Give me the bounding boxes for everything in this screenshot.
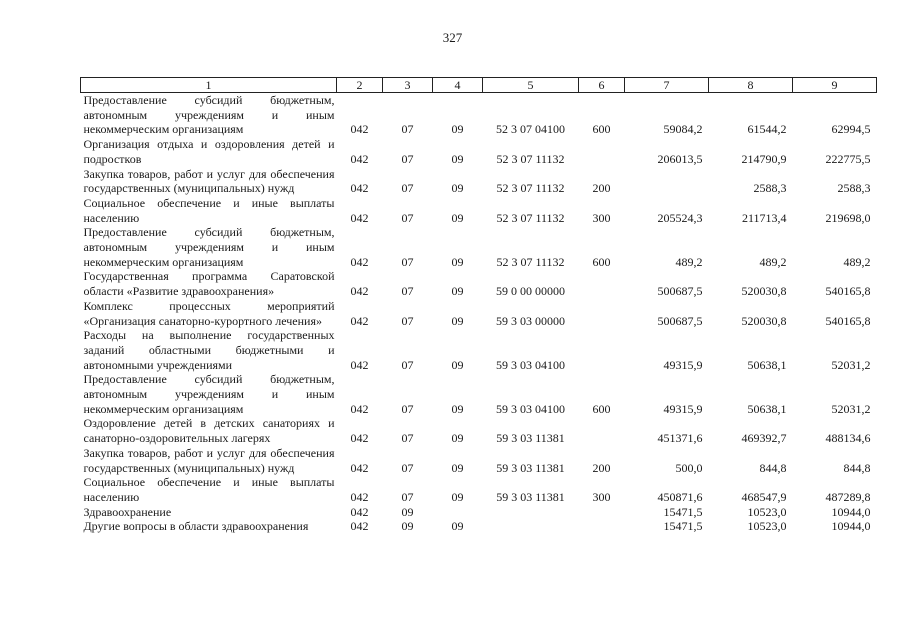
amount-year-1	[625, 167, 709, 196]
table-row	[81, 299, 877, 328]
ministry-code: 042	[350, 519, 369, 534]
row-description: Здравоохранение	[83, 504, 172, 519]
target-item-code	[483, 519, 579, 534]
target-item-code: 52 3 07 11132	[496, 210, 565, 225]
ministry-code: 042	[350, 401, 369, 416]
header-col-6: 6	[579, 78, 625, 93]
ministry-code: 042	[350, 489, 369, 504]
amount-year-1: 500687,5	[657, 284, 703, 299]
row-description: Оздоровление детей в детских санаториях и санаторно-оздоровительных лагерях	[83, 416, 335, 446]
expense-type-code	[579, 328, 625, 372]
expense-type-code: 300	[592, 210, 611, 225]
amount-year-3: 62994,5	[831, 122, 871, 137]
target-item-code: 59 3 03 04100	[496, 401, 565, 416]
amount-year-1: 500,0	[675, 460, 703, 475]
amount-year-2: 50638,1	[747, 401, 787, 416]
amount-year-3: 222775,5	[825, 151, 871, 166]
amount-year-1: 206013,5	[657, 151, 703, 166]
expense-type-code	[579, 137, 625, 166]
expense-type-code: 600	[592, 401, 611, 416]
table-row	[81, 328, 877, 372]
amount-year-2: 844,8	[759, 460, 787, 475]
row-description: Организация отдыха и оздоровления детей и подростков	[83, 137, 335, 166]
header-col-4: 4	[433, 78, 483, 93]
amount-year-1: 49315,9	[663, 401, 703, 416]
amount-year-3: 540165,8	[825, 313, 871, 328]
section-code: 09	[401, 504, 414, 519]
section-code: 07	[401, 284, 414, 299]
row-description: Закупка товаров, работ и услуг для обеспечения государственных (муниципальных) нужд	[83, 445, 335, 475]
section-code: 07	[401, 210, 414, 225]
amount-year-2: 61544,2	[747, 122, 787, 137]
subsection-code: 09	[451, 519, 464, 534]
subsection-code: 09	[451, 122, 464, 137]
subsection-code: 09	[451, 210, 464, 225]
row-description: Государственная программа Саратовской области «Развитие здравоохранения»	[83, 269, 335, 299]
table-row	[81, 446, 877, 475]
target-item-code	[483, 505, 579, 520]
expense-type-code: 600	[592, 122, 611, 137]
subsection-code: 09	[451, 313, 464, 328]
expense-type-code: 200	[592, 460, 611, 475]
amount-year-3: 489,2	[843, 254, 871, 269]
amount-year-3: 219698,0	[825, 210, 871, 225]
section-code: 07	[401, 181, 414, 196]
ministry-code: 042	[350, 210, 369, 225]
section-code: 07	[401, 431, 414, 446]
amount-year-3: 52031,2	[831, 401, 871, 416]
target-item-code: 59 0 00 00000	[496, 284, 565, 299]
amount-year-1: 205524,3	[657, 210, 703, 225]
amount-year-1: 451371,6	[657, 431, 703, 446]
subsection-code: 09	[451, 401, 464, 416]
section-code: 07	[401, 122, 414, 137]
subsection-code: 09	[451, 489, 464, 504]
table-row	[81, 269, 877, 298]
subsection-code: 09	[451, 357, 464, 372]
page-number: 327	[442, 30, 463, 45]
section-code: 07	[401, 401, 414, 416]
table-row	[81, 519, 877, 534]
header-col-8: 8	[709, 78, 793, 93]
ministry-code: 042	[350, 122, 369, 137]
section-code: 07	[401, 460, 414, 475]
amount-year-1: 15471,5	[663, 519, 703, 534]
ministry-code: 042	[350, 504, 369, 519]
expense-type-code: 600	[592, 254, 611, 269]
ministry-code: 042	[350, 431, 369, 446]
expense-type-code	[579, 416, 625, 445]
ministry-code: 042	[350, 357, 369, 372]
amount-year-2: 211713,4	[741, 210, 787, 225]
section-code: 07	[401, 313, 414, 328]
target-item-code: 52 3 07 11132	[496, 151, 565, 166]
amount-year-1: 15471,5	[663, 504, 703, 519]
section-code: 07	[401, 357, 414, 372]
amount-year-2: 468547,9	[741, 489, 787, 504]
table-row	[81, 372, 877, 416]
amount-year-3: 10944,0	[831, 504, 871, 519]
row-description: Другие вопросы в области здравоохранения	[83, 519, 309, 534]
amount-year-1: 59084,2	[663, 122, 703, 137]
table-row	[81, 475, 877, 504]
ministry-code: 042	[350, 181, 369, 196]
header-col-9: 9	[793, 78, 877, 93]
target-item-code: 59 3 03 04100	[496, 357, 565, 372]
header-col-1: 1	[81, 78, 337, 93]
amount-year-3: 2588,3	[837, 181, 871, 196]
amount-year-2: 489,2	[759, 254, 787, 269]
target-item-code: 52 3 07 04100	[496, 122, 565, 137]
amount-year-3: 540165,8	[825, 284, 871, 299]
row-description: Социальное обеспечение и иные выплаты населению	[83, 475, 335, 504]
table-row	[81, 416, 877, 445]
row-description: Социальное обеспечение и иные выплаты населению	[83, 195, 335, 225]
expense-type-code: 300	[592, 489, 611, 504]
amount-year-2: 10523,0	[747, 519, 787, 534]
table-row	[81, 167, 877, 196]
target-item-code: 52 3 07 11132	[496, 254, 565, 269]
ministry-code: 042	[350, 151, 369, 166]
target-item-code: 59 3 03 11381	[496, 431, 565, 446]
subsection-code: 09	[451, 431, 464, 446]
row-description: Расходы на выполнение государственных заданий областными бюджетными и автономными учреждениями	[83, 328, 335, 372]
expense-type-code	[579, 269, 625, 298]
header-col-7: 7	[625, 78, 709, 93]
header-col-3: 3	[383, 78, 433, 93]
subsection-code: 09	[451, 151, 464, 166]
table-row	[81, 505, 877, 520]
ministry-code: 042	[350, 460, 369, 475]
header-col-5: 5	[483, 78, 579, 93]
header-row	[81, 78, 877, 93]
subsection-code: 09	[451, 254, 464, 269]
budget-table	[80, 77, 877, 534]
row-description: Закупка товаров, работ и услуг для обеспечения государственных (муниципальных) нужд	[83, 166, 335, 196]
expense-type-code: 200	[592, 181, 611, 196]
amount-year-3: 10944,0	[831, 519, 871, 534]
amount-year-2: 214790,9	[741, 151, 787, 166]
table-row	[81, 196, 877, 225]
section-code: 07	[401, 151, 414, 166]
subsection-code: 09	[451, 460, 464, 475]
amount-year-1: 49315,9	[663, 357, 703, 372]
target-item-code: 59 3 03 00000	[496, 313, 565, 328]
table-row	[81, 137, 877, 166]
table-row	[81, 93, 877, 138]
ministry-code: 042	[350, 313, 369, 328]
section-code: 07	[401, 489, 414, 504]
target-item-code: 52 3 07 11132	[496, 181, 565, 196]
expense-type-code	[579, 519, 625, 534]
amount-year-2: 50638,1	[747, 357, 787, 372]
subsection-code: 09	[451, 181, 464, 196]
table-row	[81, 225, 877, 269]
amount-year-2: 469392,7	[741, 431, 787, 446]
row-description: Предоставление субсидий бюджетным, автономным учреждениям и иным некоммерческим организациям	[83, 93, 335, 137]
amount-year-2: 10523,0	[747, 504, 787, 519]
amount-year-3: 52031,2	[831, 357, 871, 372]
amount-year-1: 489,2	[675, 254, 703, 269]
expense-type-code	[579, 505, 625, 520]
row-description: Комплекс процессных мероприятий «Организация санаторно-курортного лечения»	[83, 298, 335, 328]
amount-year-2: 2588,3	[753, 181, 787, 196]
row-description: Предоставление субсидий бюджетным, автономным учреждениям и иным некоммерческим организациям	[83, 372, 335, 416]
amount-year-3: 844,8	[843, 460, 871, 475]
amount-year-1: 500687,5	[657, 313, 703, 328]
amount-year-1: 450871,6	[657, 489, 703, 504]
ministry-code: 042	[350, 254, 369, 269]
section-code: 07	[401, 254, 414, 269]
subsection-code: 09	[451, 284, 464, 299]
header-col-2: 2	[337, 78, 383, 93]
amount-year-2: 520030,8	[741, 313, 787, 328]
amount-year-2: 520030,8	[741, 284, 787, 299]
target-item-code: 59 3 03 11381	[496, 460, 565, 475]
ministry-code: 042	[350, 284, 369, 299]
section-code: 09	[401, 519, 414, 534]
table-header	[81, 78, 877, 93]
subsection-code	[433, 505, 483, 520]
amount-year-3: 488134,6	[825, 431, 871, 446]
row-description: Предоставление субсидий бюджетным, автономным учреждениям и иным некоммерческим организациям	[83, 225, 335, 269]
target-item-code: 59 3 03 11381	[496, 489, 565, 504]
table-body	[81, 93, 877, 535]
amount-year-3: 487289,8	[825, 489, 871, 504]
expense-type-code	[579, 299, 625, 328]
